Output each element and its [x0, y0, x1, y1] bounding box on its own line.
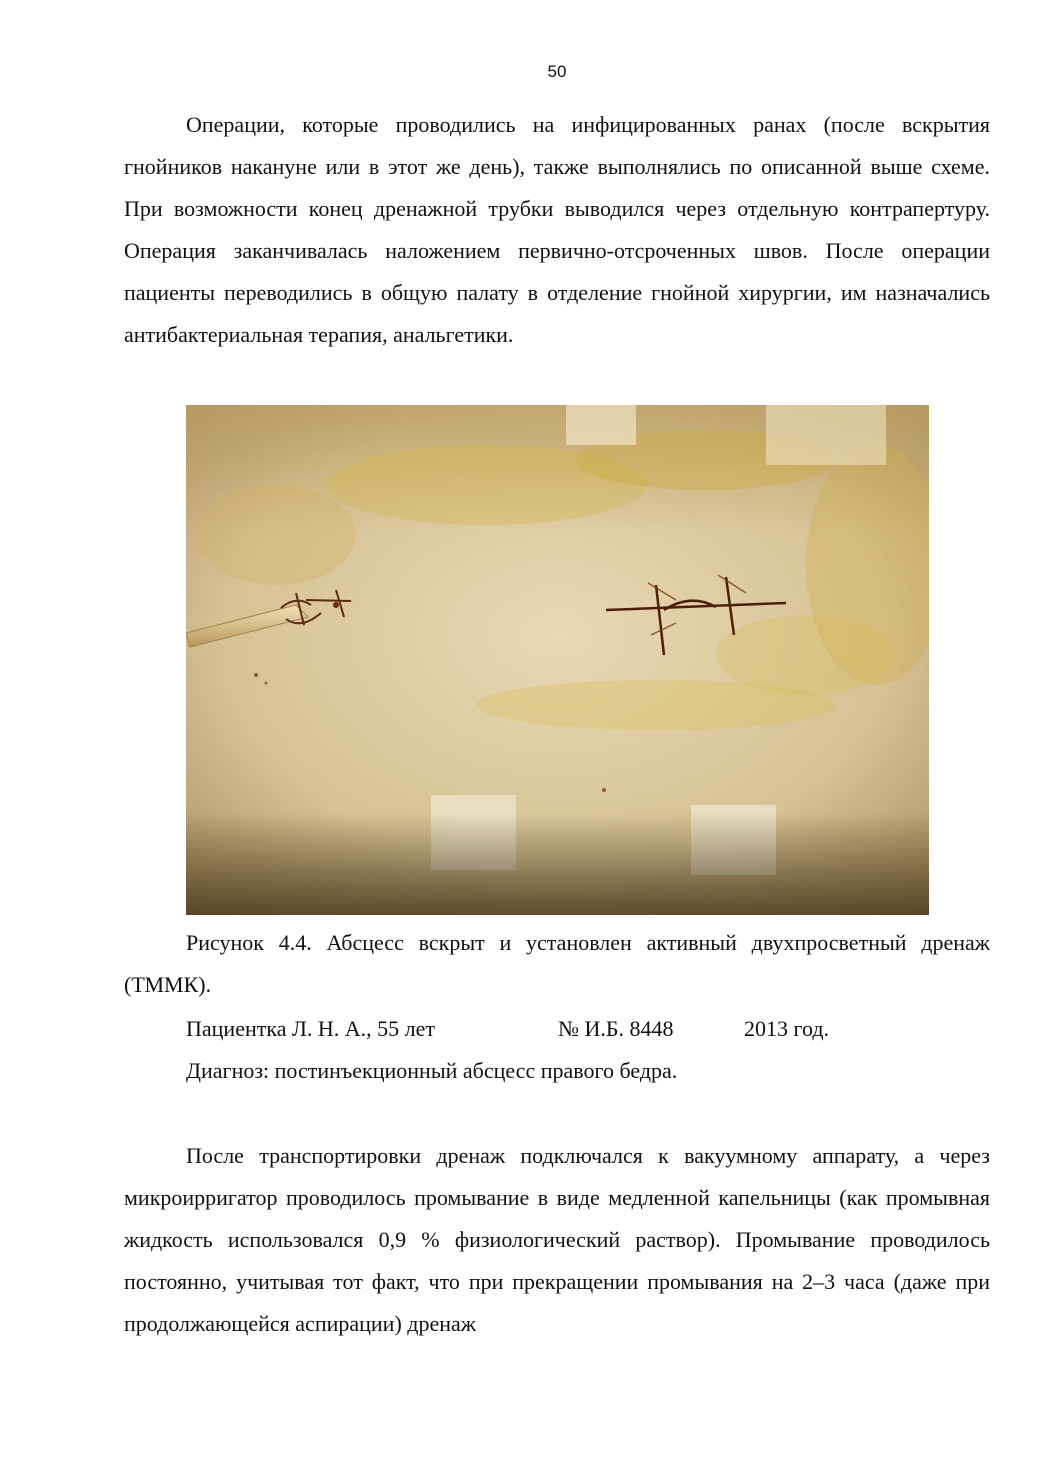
- body-paragraph-1: Операции, которые проводились на инфицированных ранах (после вскрытия гнойников накануне или в этот же день), также выполнялись по описанной выше схеме. При возможности конец дренажной трубки выводился через отдельную контрапертуру. Операция заканчивалась наложением первично-отсроченных швов. После операции пациенты переводились в общую палату в отделение гнойной хирургии, им назначались антибактериальная терапия, анальгетики.: [124, 112, 990, 347]
- patient-name: Пациентка Л. Н. А., 55 лет: [186, 1016, 436, 1041]
- page-number: 50: [547, 62, 567, 81]
- figure-caption: Рисунок 4.4. Абсцесс вскрыт и установлен активный двухпросветный дренаж (ТММК).: [124, 930, 990, 997]
- diagnosis-line: Диагноз: постинъекционный абсцесс правого бедра.: [186, 1058, 678, 1083]
- year: 2013 год.: [744, 1016, 830, 1041]
- wound-photo: [186, 405, 929, 915]
- record-number: № И.Б. 8448: [558, 1016, 674, 1041]
- patient-info-line: [186, 1008, 829, 1050]
- body-paragraph-2: После транспортировки дренаж подключался к вакуумному аппарату, а через микроирригатор проводилось промывание в виде медленной капельницы (как промывная жидкость использовался 0,9 % физиологический раствор). Промывание проводилось постоянно, учитывая тот факт, что при прекращении промывания на 2–3 часа (даже при продолжающейся аспирации) дренаж: [124, 1143, 990, 1336]
